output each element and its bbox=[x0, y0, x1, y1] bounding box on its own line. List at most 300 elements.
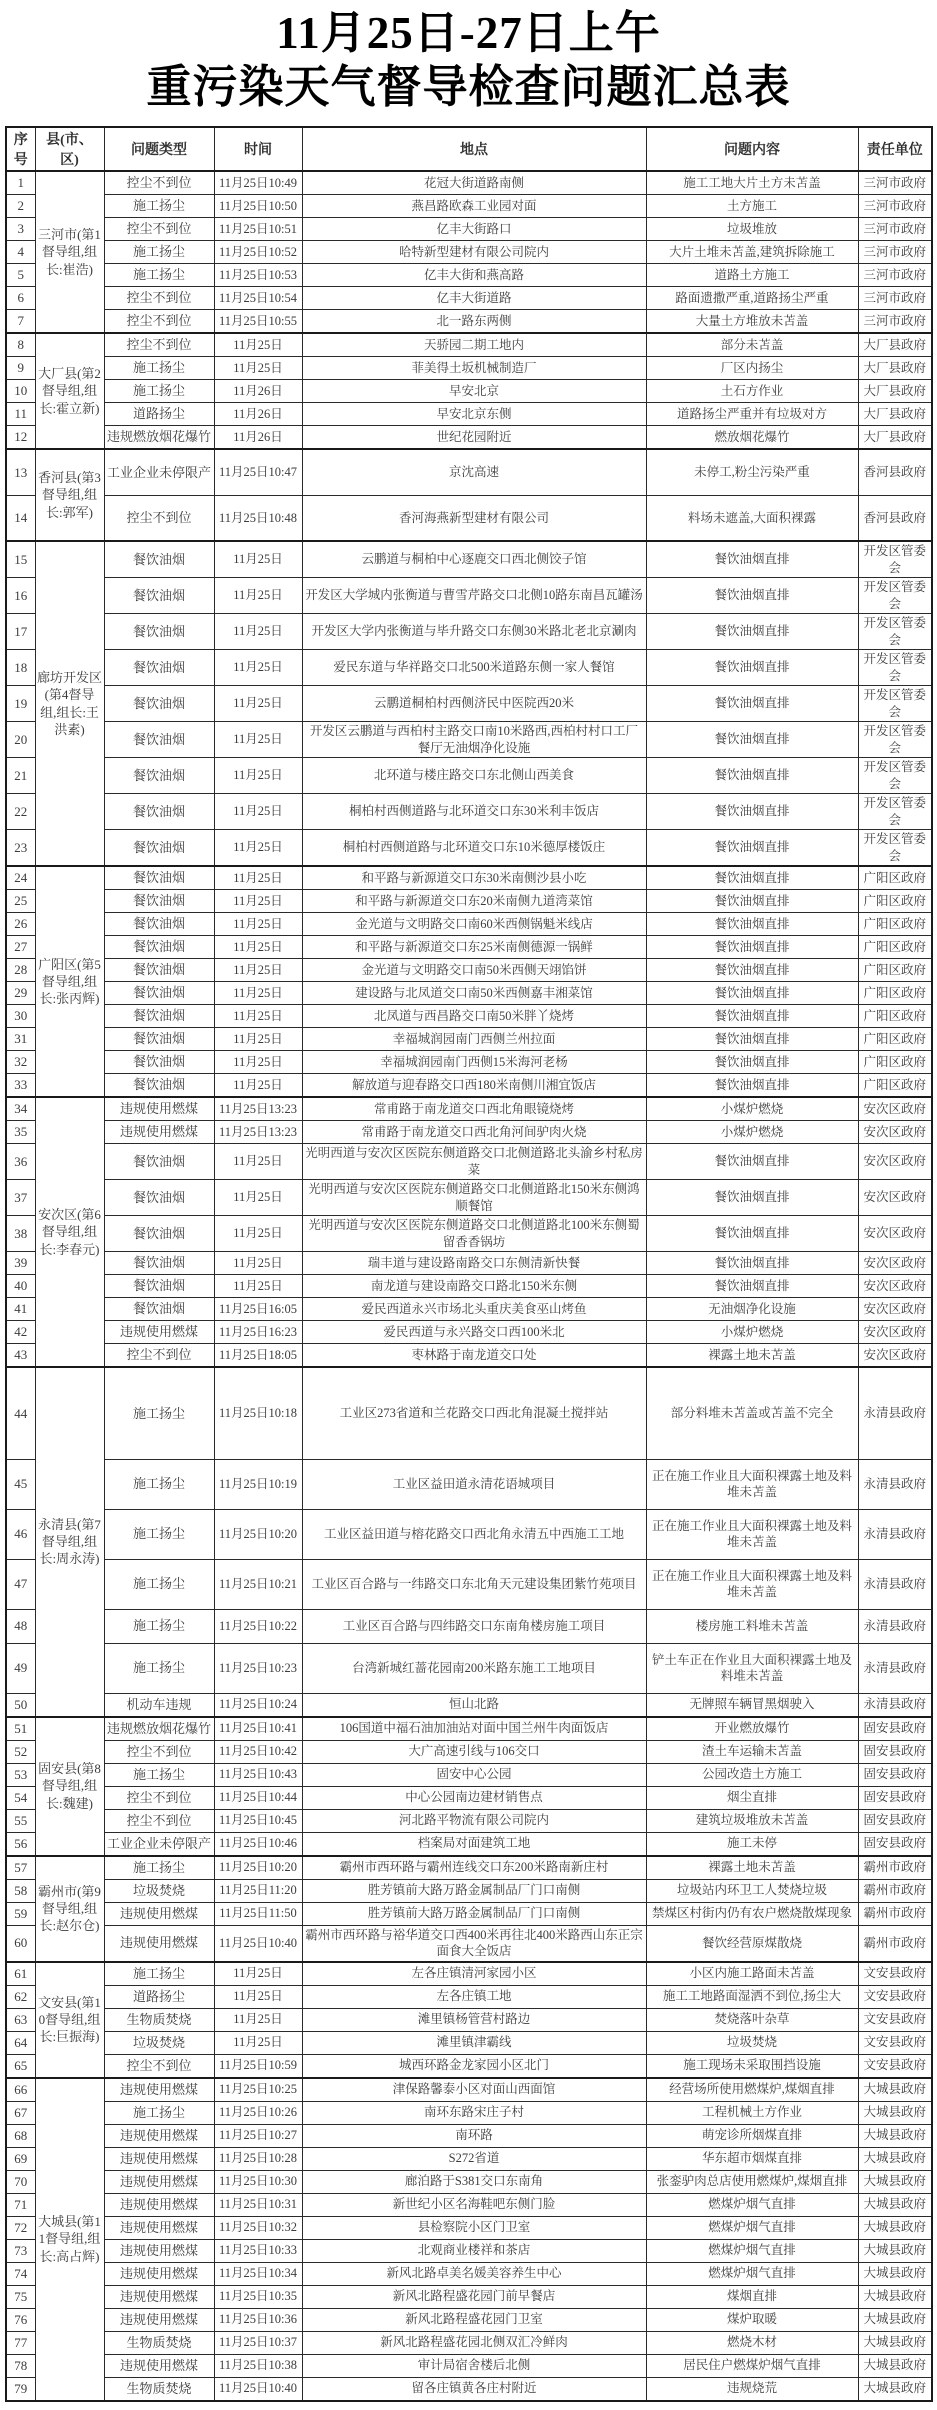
cell-place: 工业区益田道永清花语城项目 bbox=[302, 1459, 646, 1509]
table-row bbox=[6, 357, 932, 380]
cell-type: 餐饮油烟 bbox=[104, 982, 214, 1005]
cell-unit: 固安县政府 bbox=[858, 1832, 932, 1856]
cell-time: 11月25日 bbox=[214, 722, 302, 758]
cell-time: 11月25日10:47 bbox=[214, 449, 302, 495]
cell-unit: 大城县政府 bbox=[858, 2170, 932, 2193]
cell-type: 生物质焚烧 bbox=[104, 2008, 214, 2031]
table-header-col-time: 时间 bbox=[214, 127, 302, 171]
table-row bbox=[6, 1717, 932, 1741]
cell-no: 59 bbox=[6, 1902, 35, 1925]
table-row bbox=[6, 2354, 932, 2377]
cell-unit: 大厂县政府 bbox=[858, 403, 932, 426]
table-row bbox=[6, 2331, 932, 2354]
cell-time: 11月25日 bbox=[214, 2031, 302, 2054]
cell-place: 新世纪小区名海鞋吧东侧门脸 bbox=[302, 2193, 646, 2216]
cell-problem: 路面遗撒严重,道路扬尘严重 bbox=[646, 287, 858, 310]
cell-unit: 固安县政府 bbox=[858, 1717, 932, 1741]
cell-place: 开发区云鹏道与西柏村主路交口南10米路西,西柏村村口工厂餐厅无油烟净化设施 bbox=[302, 722, 646, 758]
cell-time: 11月25日11:20 bbox=[214, 1879, 302, 1902]
cell-unit: 大城县政府 bbox=[858, 2101, 932, 2124]
cell-no: 13 bbox=[6, 449, 35, 495]
cell-time: 11月26日 bbox=[214, 380, 302, 403]
cell-unit: 文安县政府 bbox=[858, 2008, 932, 2031]
cell-problem: 经营场所使用燃煤炉,煤烟直排 bbox=[646, 2078, 858, 2102]
cell-place: 滩里镇津霸线 bbox=[302, 2031, 646, 2054]
cell-problem: 部分料堆未苫盖或苫盖不完全 bbox=[646, 1367, 858, 1459]
cell-unit: 三河市政府 bbox=[858, 287, 932, 310]
cell-type: 餐饮油烟 bbox=[104, 578, 214, 614]
cell-time: 11月25日10:28 bbox=[214, 2147, 302, 2170]
cell-unit: 三河市政府 bbox=[858, 241, 932, 264]
cell-no: 78 bbox=[6, 2354, 35, 2377]
cell-problem: 餐饮油烟直排 bbox=[646, 650, 858, 686]
cell-time: 11月25日 bbox=[214, 1252, 302, 1275]
cell-unit: 永清县政府 bbox=[858, 1559, 932, 1609]
table-row bbox=[6, 1856, 932, 1880]
cell-unit: 广阳区政府 bbox=[858, 890, 932, 913]
cell-time: 11月25日10:44 bbox=[214, 1786, 302, 1809]
cell-place: 审计局宿舍楼后北侧 bbox=[302, 2354, 646, 2377]
cell-no: 16 bbox=[6, 578, 35, 614]
cell-type: 控尘不到位 bbox=[104, 1786, 214, 1809]
cell-place: 云鹏道桐柏村西侧济民中医院西20米 bbox=[302, 686, 646, 722]
cell-place: 爱民西道永兴市场北头重庆美食巫山烤鱼 bbox=[302, 1298, 646, 1321]
cell-place: 城西环路金龙家园小区北门 bbox=[302, 2054, 646, 2078]
cell-no: 42 bbox=[6, 1321, 35, 1344]
table-row bbox=[6, 1180, 932, 1216]
cell-type: 控尘不到位 bbox=[104, 171, 214, 195]
cell-type: 餐饮油烟 bbox=[104, 866, 214, 890]
cell-type: 控尘不到位 bbox=[104, 218, 214, 241]
cell-place: 新风北路程盛花园北侧双汇冷鲜肉 bbox=[302, 2331, 646, 2354]
cell-unit: 开发区管委会 bbox=[858, 686, 932, 722]
cell-problem: 餐饮油烟直排 bbox=[646, 758, 858, 794]
cell-time: 11月25日 bbox=[214, 866, 302, 890]
table-row bbox=[6, 1879, 932, 1902]
cell-unit: 安次区政府 bbox=[858, 1180, 932, 1216]
cell-place: 天骄园二期工地内 bbox=[302, 333, 646, 357]
cell-time: 11月25日 bbox=[214, 578, 302, 614]
cell-no: 70 bbox=[6, 2170, 35, 2193]
cell-time: 11月25日 bbox=[214, 1216, 302, 1252]
table-row bbox=[6, 2216, 932, 2239]
cell-type: 施工扬尘 bbox=[104, 380, 214, 403]
cell-no: 43 bbox=[6, 1344, 35, 1368]
cell-type: 餐饮油烟 bbox=[104, 614, 214, 650]
table-row bbox=[6, 1367, 932, 1459]
cell-place: 新风北路程盛花园门前早餐店 bbox=[302, 2285, 646, 2308]
cell-place: 左各庄镇清河家园小区 bbox=[302, 1962, 646, 1986]
table-row bbox=[6, 1459, 932, 1509]
cell-problem: 裸露土地未苫盖 bbox=[646, 1344, 858, 1368]
cell-no: 7 bbox=[6, 310, 35, 334]
table-row bbox=[6, 1643, 932, 1693]
cell-place: 爱民东道与华祥路交口北500米道路东侧一家人餐馆 bbox=[302, 650, 646, 686]
cell-problem: 建筑垃圾堆放未苫盖 bbox=[646, 1809, 858, 1832]
cell-type: 餐饮油烟 bbox=[104, 1252, 214, 1275]
table-row bbox=[6, 495, 932, 541]
cell-place: 京沈高速 bbox=[302, 449, 646, 495]
cell-problem: 餐饮油烟直排 bbox=[646, 686, 858, 722]
cell-time: 11月25日10:32 bbox=[214, 2216, 302, 2239]
table-row bbox=[6, 541, 932, 578]
cell-problem: 部分未苫盖 bbox=[646, 333, 858, 357]
cell-problem: 施工工地大片土方未苫盖 bbox=[646, 171, 858, 195]
cell-problem: 华东超市烟煤直排 bbox=[646, 2147, 858, 2170]
cell-time: 11月25日 bbox=[214, 982, 302, 1005]
cell-time: 11月25日10:48 bbox=[214, 495, 302, 541]
cell-type: 控尘不到位 bbox=[104, 1809, 214, 1832]
cell-no: 36 bbox=[6, 1144, 35, 1180]
cell-unit: 三河市政府 bbox=[858, 218, 932, 241]
cell-type: 道路扬尘 bbox=[104, 1985, 214, 2008]
cell-unit: 霸州市政府 bbox=[858, 1925, 932, 1962]
table-row bbox=[6, 650, 932, 686]
cell-type: 垃圾焚烧 bbox=[104, 2031, 214, 2054]
cell-unit: 三河市政府 bbox=[858, 195, 932, 218]
cell-time: 11月25日 bbox=[214, 686, 302, 722]
cell-time: 11月25日10:59 bbox=[214, 2054, 302, 2078]
cell-unit: 大城县政府 bbox=[858, 2147, 932, 2170]
cell-place: 新风北路程盛花园门卫室 bbox=[302, 2308, 646, 2331]
cell-time: 11月25日 bbox=[214, 936, 302, 959]
cell-unit: 大厂县政府 bbox=[858, 333, 932, 357]
cell-place: 河北路平物流有限公司院内 bbox=[302, 1809, 646, 1832]
cell-type: 餐饮油烟 bbox=[104, 1028, 214, 1051]
cell-time: 11月25日 bbox=[214, 1180, 302, 1216]
cell-place: 胜芳镇前大路万路金属制品厂门口南侧 bbox=[302, 1879, 646, 1902]
table-row bbox=[6, 264, 932, 287]
table-row bbox=[6, 2031, 932, 2054]
cell-unit: 文安县政府 bbox=[858, 2031, 932, 2054]
cell-unit: 开发区管委会 bbox=[858, 614, 932, 650]
cell-time: 11月25日10:35 bbox=[214, 2285, 302, 2308]
cell-problem: 餐饮油烟直排 bbox=[646, 1051, 858, 1074]
cell-place: 左各庄镇工地 bbox=[302, 1985, 646, 2008]
cell-place: 北观商业楼祥和茶店 bbox=[302, 2239, 646, 2262]
cell-time: 11月25日10:40 bbox=[214, 1925, 302, 1962]
cell-problem: 垃圾站内环卫工人焚烧垃圾 bbox=[646, 1879, 858, 1902]
table-row bbox=[6, 1298, 932, 1321]
cell-type: 违规使用燃煤 bbox=[104, 1321, 214, 1344]
cell-time: 11月25日 bbox=[214, 1144, 302, 1180]
cell-no: 18 bbox=[6, 650, 35, 686]
cell-unit: 永清县政府 bbox=[858, 1693, 932, 1717]
cell-time: 11月25日10:18 bbox=[214, 1367, 302, 1459]
cell-no: 32 bbox=[6, 1051, 35, 1074]
table-row bbox=[6, 1962, 932, 1986]
cell-problem: 小煤炉燃烧 bbox=[646, 1321, 858, 1344]
cell-place: 亿丰大街路口 bbox=[302, 218, 646, 241]
cell-unit: 广阳区政府 bbox=[858, 1028, 932, 1051]
table-row bbox=[6, 2239, 932, 2262]
cell-problem: 垃圾焚烧 bbox=[646, 2031, 858, 2054]
cell-unit: 安次区政府 bbox=[858, 1252, 932, 1275]
cell-problem: 餐饮油烟直排 bbox=[646, 866, 858, 890]
cell-problem: 正在施工作业且大面积裸露土地及料堆未苫盖 bbox=[646, 1459, 858, 1509]
cell-type: 违规使用燃煤 bbox=[104, 2193, 214, 2216]
cell-problem: 正在施工作业且大面积裸露土地及料堆未苫盖 bbox=[646, 1559, 858, 1609]
cell-problem: 小煤炉燃烧 bbox=[646, 1097, 858, 1121]
cell-place: 燕昌路欧森工业园对面 bbox=[302, 195, 646, 218]
cell-no: 55 bbox=[6, 1809, 35, 1832]
cell-no: 40 bbox=[6, 1275, 35, 1298]
cell-problem: 餐饮油烟直排 bbox=[646, 1275, 858, 1298]
cell-place: 世纪花园附近 bbox=[302, 426, 646, 450]
cell-problem: 燃煤炉烟气直排 bbox=[646, 2239, 858, 2262]
table-row bbox=[6, 241, 932, 264]
cell-time: 11月25日10:25 bbox=[214, 2078, 302, 2102]
cell-place: 花冠大街道路南侧 bbox=[302, 171, 646, 195]
cell-no: 49 bbox=[6, 1643, 35, 1693]
table-row bbox=[6, 913, 932, 936]
cell-county: 大城县(第11督导组,组长:高占辉) bbox=[35, 2078, 104, 2401]
cell-no: 27 bbox=[6, 936, 35, 959]
cell-place: 廊泊路于S381交口东南角 bbox=[302, 2170, 646, 2193]
cell-time: 11月25日 bbox=[214, 890, 302, 913]
cell-time: 11月25日10:54 bbox=[214, 287, 302, 310]
cell-no: 54 bbox=[6, 1786, 35, 1809]
cell-place: 新风北路卓美名媛美容养生中心 bbox=[302, 2262, 646, 2285]
cell-no: 60 bbox=[6, 1925, 35, 1962]
cell-unit: 开发区管委会 bbox=[858, 830, 932, 867]
cell-problem: 餐饮油烟直排 bbox=[646, 722, 858, 758]
cell-time: 11月25日10:43 bbox=[214, 1763, 302, 1786]
table-row bbox=[6, 449, 932, 495]
cell-no: 23 bbox=[6, 830, 35, 867]
cell-type: 餐饮油烟 bbox=[104, 686, 214, 722]
cell-no: 41 bbox=[6, 1298, 35, 1321]
cell-type: 施工扬尘 bbox=[104, 1763, 214, 1786]
cell-no: 45 bbox=[6, 1459, 35, 1509]
cell-place: 工业区百合路与一纬路交口东北角天元建设集团紫竹苑项目 bbox=[302, 1559, 646, 1609]
cell-type: 餐饮油烟 bbox=[104, 722, 214, 758]
cell-time: 11月25日10:27 bbox=[214, 2124, 302, 2147]
cell-place: 工业区273省道和兰花路交口西北角混凝土搅拌站 bbox=[302, 1367, 646, 1459]
cell-problem: 烟尘直排 bbox=[646, 1786, 858, 1809]
cell-time: 11月25日10:21 bbox=[214, 1559, 302, 1609]
cell-unit: 开发区管委会 bbox=[858, 722, 932, 758]
cell-county: 安次区(第6督导组,组长:李春元) bbox=[35, 1097, 104, 1367]
cell-time: 11月25日10:19 bbox=[214, 1459, 302, 1509]
table-row bbox=[6, 722, 932, 758]
cell-no: 69 bbox=[6, 2147, 35, 2170]
cell-problem: 道路扬尘严重并有垃圾对方 bbox=[646, 403, 858, 426]
cell-type: 违规燃放烟花爆竹 bbox=[104, 426, 214, 450]
cell-no: 57 bbox=[6, 1856, 35, 1880]
table-row bbox=[6, 426, 932, 450]
cell-unit: 大城县政府 bbox=[858, 2216, 932, 2239]
cell-place: 金光道与文明路交口南50米西侧天翊馅饼 bbox=[302, 959, 646, 982]
cell-unit: 永清县政府 bbox=[858, 1367, 932, 1459]
cell-type: 餐饮油烟 bbox=[104, 959, 214, 982]
cell-time: 11月25日10:38 bbox=[214, 2354, 302, 2377]
cell-type: 道路扬尘 bbox=[104, 403, 214, 426]
cell-time: 11月25日10:26 bbox=[214, 2101, 302, 2124]
cell-time: 11月25日10:36 bbox=[214, 2308, 302, 2331]
cell-time: 11月26日 bbox=[214, 403, 302, 426]
table-row bbox=[6, 2377, 932, 2401]
cell-place: 开发区大学城内张衡道与曹雪芹路交口北侧10路东南昌瓦罐汤 bbox=[302, 578, 646, 614]
cell-no: 4 bbox=[6, 241, 35, 264]
cell-problem: 厂区内扬尘 bbox=[646, 357, 858, 380]
cell-no: 12 bbox=[6, 426, 35, 450]
table-row bbox=[6, 890, 932, 913]
cell-time: 11月25日18:05 bbox=[214, 1344, 302, 1368]
cell-place: 津保路馨泰小区对面山西面馆 bbox=[302, 2078, 646, 2102]
cell-type: 控尘不到位 bbox=[104, 2054, 214, 2078]
cell-place: 和平路与新源道交口东30米南侧沙县小吃 bbox=[302, 866, 646, 890]
cell-type: 施工扬尘 bbox=[104, 1509, 214, 1559]
cell-unit: 固安县政府 bbox=[858, 1763, 932, 1786]
cell-unit: 安次区政府 bbox=[858, 1298, 932, 1321]
cell-problem: 施工现场未采取围挡设施 bbox=[646, 2054, 858, 2078]
cell-time: 11月25日 bbox=[214, 1275, 302, 1298]
cell-problem: 开业燃放爆竹 bbox=[646, 1717, 858, 1741]
cell-type: 施工扬尘 bbox=[104, 241, 214, 264]
table-row bbox=[6, 1763, 932, 1786]
table-row bbox=[6, 1051, 932, 1074]
cell-no: 28 bbox=[6, 959, 35, 982]
cell-type: 施工扬尘 bbox=[104, 1643, 214, 1693]
cell-place: 桐柏村西侧道路与北环道交口东30米利丰饭店 bbox=[302, 794, 646, 830]
cell-problem: 裸露土地未苫盖 bbox=[646, 1856, 858, 1880]
cell-no: 17 bbox=[6, 614, 35, 650]
cell-type: 控尘不到位 bbox=[104, 1344, 214, 1368]
cell-type: 施工扬尘 bbox=[104, 1367, 214, 1459]
cell-unit: 广阳区政府 bbox=[858, 913, 932, 936]
cell-problem: 燃煤炉烟气直排 bbox=[646, 2216, 858, 2239]
cell-problem: 焚烧落叶杂草 bbox=[646, 2008, 858, 2031]
cell-county: 文安县(第10督导组,组长:巨振海) bbox=[35, 1962, 104, 2078]
cell-no: 71 bbox=[6, 2193, 35, 2216]
cell-problem: 餐饮油烟直排 bbox=[646, 936, 858, 959]
cell-time: 11月25日10:20 bbox=[214, 1856, 302, 1880]
cell-no: 38 bbox=[6, 1216, 35, 1252]
cell-place: 桐柏村西侧道路与北环道交口东10米德厚楼饭庄 bbox=[302, 830, 646, 867]
cell-unit: 广阳区政府 bbox=[858, 982, 932, 1005]
cell-time: 11月25日16:05 bbox=[214, 1298, 302, 1321]
cell-time: 11月25日10:42 bbox=[214, 1740, 302, 1763]
cell-place: S272省道 bbox=[302, 2147, 646, 2170]
cell-type: 控尘不到位 bbox=[104, 495, 214, 541]
cell-unit: 大城县政府 bbox=[858, 2239, 932, 2262]
cell-type: 违规使用燃煤 bbox=[104, 1925, 214, 1962]
table-row bbox=[6, 333, 932, 357]
cell-place: 建设路与北凤道交口南50米西侧嘉丰湘菜馆 bbox=[302, 982, 646, 1005]
cell-unit: 安次区政府 bbox=[858, 1321, 932, 1344]
table-row bbox=[6, 2193, 932, 2216]
cell-type: 餐饮油烟 bbox=[104, 1074, 214, 1098]
cell-type: 餐饮油烟 bbox=[104, 1051, 214, 1074]
table-row bbox=[6, 2285, 932, 2308]
cell-unit: 大城县政府 bbox=[858, 2308, 932, 2331]
cell-unit: 安次区政府 bbox=[858, 1097, 932, 1121]
table-row bbox=[6, 195, 932, 218]
cell-unit: 大城县政府 bbox=[858, 2193, 932, 2216]
cell-place: 云鹏道与桐柏中心逐鹿交口西北侧饺子馆 bbox=[302, 541, 646, 578]
cell-time: 11月25日10:24 bbox=[214, 1693, 302, 1717]
cell-time: 11月25日 bbox=[214, 1074, 302, 1098]
cell-problem: 燃烧木材 bbox=[646, 2331, 858, 2354]
table-header-col-county: 县(市、区) bbox=[35, 127, 104, 171]
cell-place: 大广高速引线与106交口 bbox=[302, 1740, 646, 1763]
cell-type: 违规使用燃煤 bbox=[104, 2262, 214, 2285]
cell-problem: 居民住户燃煤炉烟气直排 bbox=[646, 2354, 858, 2377]
cell-no: 62 bbox=[6, 1985, 35, 2008]
cell-no: 19 bbox=[6, 686, 35, 722]
cell-problem: 餐饮油烟直排 bbox=[646, 614, 858, 650]
cell-place: 留各庄镇黄各庄村附近 bbox=[302, 2377, 646, 2401]
cell-time: 11月25日 bbox=[214, 794, 302, 830]
cell-type: 施工扬尘 bbox=[104, 2101, 214, 2124]
cell-no: 44 bbox=[6, 1367, 35, 1459]
cell-type: 施工扬尘 bbox=[104, 264, 214, 287]
cell-no: 26 bbox=[6, 913, 35, 936]
cell-type: 餐饮油烟 bbox=[104, 1216, 214, 1252]
cell-problem: 餐饮油烟直排 bbox=[646, 890, 858, 913]
table-row bbox=[6, 2124, 932, 2147]
cell-no: 29 bbox=[6, 982, 35, 1005]
cell-problem: 餐饮油烟直排 bbox=[646, 1028, 858, 1051]
cell-no: 2 bbox=[6, 195, 35, 218]
cell-problem: 餐饮经营原煤散烧 bbox=[646, 1925, 858, 1962]
table-row bbox=[6, 171, 932, 195]
table-row bbox=[6, 1121, 932, 1144]
cell-unit: 三河市政府 bbox=[858, 264, 932, 287]
cell-problem: 餐饮油烟直排 bbox=[646, 830, 858, 867]
cell-problem: 餐饮油烟直排 bbox=[646, 1216, 858, 1252]
cell-place: 早安北京东侧 bbox=[302, 403, 646, 426]
cell-problem: 餐饮油烟直排 bbox=[646, 959, 858, 982]
cell-no: 20 bbox=[6, 722, 35, 758]
table-header-row bbox=[6, 127, 932, 171]
cell-time: 11月25日10:40 bbox=[214, 2377, 302, 2401]
table-row bbox=[6, 1693, 932, 1717]
cell-unit: 大城县政府 bbox=[858, 2331, 932, 2354]
cell-type: 违规使用燃煤 bbox=[104, 2124, 214, 2147]
cell-problem: 餐饮油烟直排 bbox=[646, 1144, 858, 1180]
cell-place: 光明西道与安次区医院东侧道路交口北侧道路北100米东侧蜀留香香锅坊 bbox=[302, 1216, 646, 1252]
cell-time: 11月25日 bbox=[214, 1962, 302, 1986]
cell-time: 11月25日10:22 bbox=[214, 1609, 302, 1643]
table-row bbox=[6, 1740, 932, 1763]
table-row bbox=[6, 218, 932, 241]
cell-problem: 渣土车运输未苫盖 bbox=[646, 1740, 858, 1763]
cell-type: 违规使用燃煤 bbox=[104, 2216, 214, 2239]
cell-place: 菲美得土坂机械制造厂 bbox=[302, 357, 646, 380]
cell-type: 违规使用燃煤 bbox=[104, 1121, 214, 1144]
cell-type: 工业企业未停限产 bbox=[104, 1832, 214, 1856]
cell-place: 常甫路于南龙道交口西北角河间驴肉火烧 bbox=[302, 1121, 646, 1144]
cell-type: 机动车违规 bbox=[104, 1693, 214, 1717]
cell-type: 违规使用燃煤 bbox=[104, 2285, 214, 2308]
cell-no: 48 bbox=[6, 1609, 35, 1643]
cell-unit: 永清县政府 bbox=[858, 1459, 932, 1509]
cell-problem: 煤烟直排 bbox=[646, 2285, 858, 2308]
cell-place: 北一路东两侧 bbox=[302, 310, 646, 334]
cell-type: 违规使用燃煤 bbox=[104, 2170, 214, 2193]
cell-time: 11月25日13:23 bbox=[214, 1121, 302, 1144]
cell-place: 106国道中福石油加油站对面中国兰州牛肉面饭店 bbox=[302, 1717, 646, 1741]
cell-unit: 霸州市政府 bbox=[858, 1879, 932, 1902]
cell-no: 22 bbox=[6, 794, 35, 830]
cell-type: 餐饮油烟 bbox=[104, 913, 214, 936]
cell-problem: 施工工地路面湿洒不到位,扬尘大 bbox=[646, 1985, 858, 2008]
cell-no: 37 bbox=[6, 1180, 35, 1216]
table-header-col-problem: 问题内容 bbox=[646, 127, 858, 171]
cell-unit: 永清县政府 bbox=[858, 1609, 932, 1643]
